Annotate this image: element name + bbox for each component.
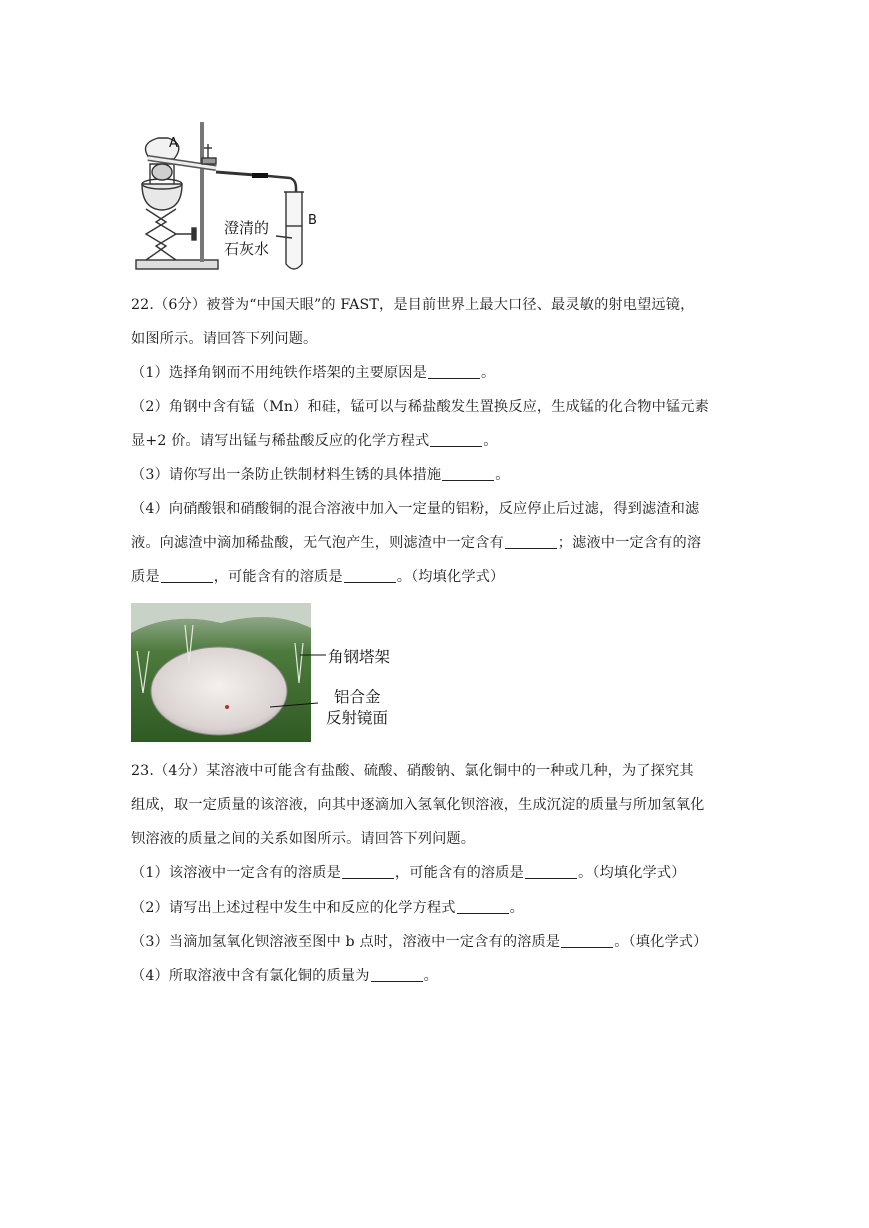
q22-p1-text: （1）选择角钢而不用纯铁作塔架的主要原因是 [131,365,427,381]
q22-p2-end: 。 [483,433,498,449]
q23-p3-end: 。（填化学式） [614,934,708,950]
q23-p4-text: （4）所取溶液中含有氯化铜的质量为 [131,968,370,984]
q22-part2-line2 [131,431,498,451]
q22-part2-line1: （2）角钢中含有锰（Mn）和硅，锰可以与稀盐酸发生置换反应，生成锰的化合物中锰元素 [131,399,709,415]
q23-p2-text: （2）请写出上述过程中发生中和反应的化学方程式 [131,900,456,916]
q22-part4-line2 [131,533,701,553]
label-a: A [169,136,178,151]
q23-p1-text-c: 。（均填化学式） [577,865,686,881]
q22-p4-text-a: 液。向滤渣中滴加稀盐酸，无气泡产生，则滤渣中一定含有 [131,535,504,551]
label-mirror-line1: 铝合金 [334,688,381,706]
q23-stem-line1: 23.（4分）某溶液中可能含有盐酸、硫酸、硝酸钠、氯化铜中的一种或几种，为了探究其 [131,763,694,779]
answer-blank[interactable] [561,933,613,948]
q22-stem-line1: 22.（6分）被誉为“中国天眼”的 FAST，是目前世界上最大口径、最灵敏的射电望远镜， [131,297,695,313]
q23-part2 [131,898,524,918]
answer-blank[interactable] [161,568,213,583]
fast-labels [270,603,410,742]
q22-part1 [131,363,495,383]
answer-blank[interactable] [505,534,557,549]
answer-blank[interactable] [442,466,494,481]
q22-p4-text-c: 质是 [131,569,160,585]
q22-p1-end: 。 [480,365,496,381]
q23-part1 [131,863,686,883]
label-b: B [308,213,317,228]
q23-stem-line2: 组成，取一定质量的该溶液，向其中逐滴加入氢氧化钡溶液，生成沉淀的质量与所加氢氧化 [131,797,705,813]
q22-p4-text-b: ；滤液中一定含有的溶 [557,535,702,551]
q22-p4-text-d: ，可能含有的溶质是 [213,569,343,585]
q22-p3-text: （3）请你写出一条防止铁制材料生锈的具体措施 [131,467,442,483]
q23-part3 [131,932,707,952]
label-tower: 角钢塔架 [328,648,391,666]
q22-part3 [131,465,510,485]
q22-p3-end: 。 [495,467,510,483]
q23-p2-end: 。 [509,900,524,916]
caption-line2: 石灰水 [224,240,270,258]
label-mirror-line2: 反射镜面 [326,709,389,727]
caption-line1: 澄清的 [224,219,270,237]
answer-blank[interactable] [430,432,482,447]
answer-blank[interactable] [371,967,423,982]
answer-blank[interactable] [342,864,394,879]
answer-blank[interactable] [428,364,480,379]
answer-blank[interactable] [457,899,509,914]
q22-p4-text-e: 。（均填化学式） [396,569,505,585]
answer-blank[interactable] [525,864,577,879]
q22-stem-line2: 如图所示。请回答下列问题。 [131,331,318,347]
q23-p4-end: 。 [423,968,438,984]
q23-part4 [131,966,438,986]
q22-part4-line3 [131,567,504,587]
q22-p2-text: 显+2 价。请写出锰与稀盐酸反应的化学方程式 [131,433,430,449]
q23-p3-text: （3）当滴加氢氧化钡溶液至图中 b 点时，溶液中一定含有的溶质是 [131,934,561,950]
q23-p1-text-b: ，可能含有的溶质是 [394,865,524,881]
answer-blank[interactable] [344,568,396,583]
q22-part4-line1: （4）向硝酸银和硝酸铜的混合溶液中加入一定量的铝粉，反应停止后过滤，得到滤渣和滤 [131,501,700,517]
q23-stem-line3: 钡溶液的质量之间的关系如图所示。请回答下列问题。 [131,831,476,847]
q23-p1-text-a: （1）该溶液中一定含有的溶质是 [131,865,341,881]
apparatus-figure [128,114,338,276]
